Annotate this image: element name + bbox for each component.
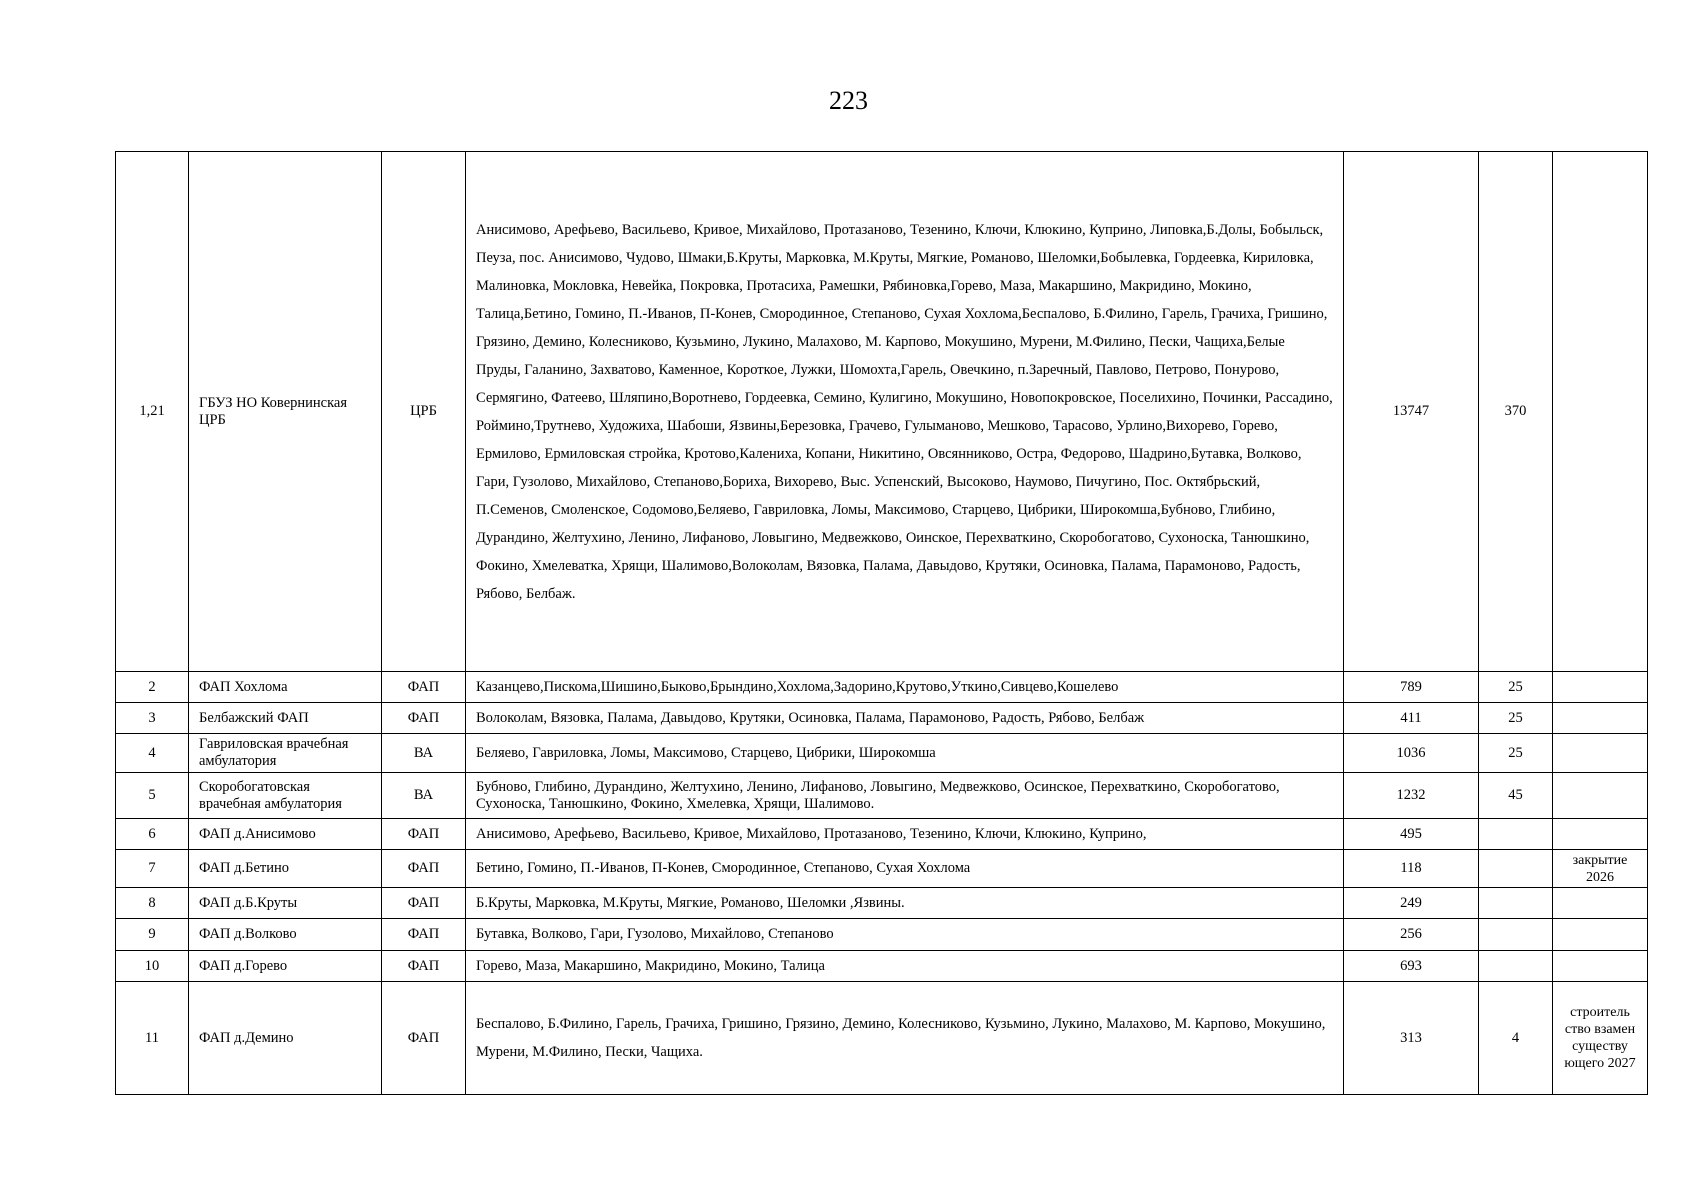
note: [1553, 672, 1648, 703]
staff-count: [1479, 888, 1553, 919]
facility-type: ФАП: [382, 850, 466, 888]
population: 313: [1344, 982, 1479, 1095]
table-row: [116, 773, 1648, 819]
row-number: 11: [116, 982, 189, 1095]
staff-count: [1479, 819, 1553, 850]
staff-count: [1479, 951, 1553, 982]
facility-type: ФАП: [382, 951, 466, 982]
table-row: [116, 850, 1648, 888]
served-villages: Волоколам, Вязовка, Палама, Давыдово, Крутяки, Осиновка, Палама, Парамоново, Радость, Рябово, Белбаж: [466, 703, 1344, 734]
row-number: 8: [116, 888, 189, 919]
row-number: 7: [116, 850, 189, 888]
population: 118: [1344, 850, 1479, 888]
served-villages: Анисимово, Арефьево, Васильево, Кривое, Михайлово, Протазаново, Тезенино, Ключи, Клюкино, Куприно,: [466, 819, 1344, 850]
facility-name: ФАП Хохлома: [189, 672, 382, 703]
served-villages: Беспалово, Б.Филино, Гарель, Грачиха, Гришино, Грязино, Демино, Колесниково, Кузьмино, Лукино, Малахово, М. Карпово, Мокушино, Мурени, М.Филино, Пески, Чащиха.: [466, 982, 1344, 1095]
facilities-table: [115, 151, 1648, 1095]
note: [1553, 734, 1648, 773]
staff-count: 25: [1479, 734, 1553, 773]
facility-type: ФАП: [382, 919, 466, 951]
served-villages: Беляево, Гавриловка, Ломы, Максимово, Старцево, Цибрики, Широкомша: [466, 734, 1344, 773]
row-number: 1,21: [116, 152, 189, 672]
facility-name: ФАП д.Бетино: [189, 850, 382, 888]
row-number: 10: [116, 951, 189, 982]
table-row: [116, 672, 1648, 703]
note: закрытие 2026: [1553, 850, 1648, 888]
facility-type: ВА: [382, 773, 466, 819]
table-row: [116, 819, 1648, 850]
row-number: 6: [116, 819, 189, 850]
served-villages: Бутавка, Волково, Гари, Гузолово, Михайлово, Степаново: [466, 919, 1344, 951]
table-row: [116, 888, 1648, 919]
served-villages: Бубново, Глибино, Дурандино, Желтухино, Ленино, Лифаново, Ловыгино, Медвежково, Осинское, Перехваткино, Скоробогатово, Сухоноска, Танюшкино, Фокино, Хмелевка, Хрящи, Шалимово.: [466, 773, 1344, 819]
note: [1553, 951, 1648, 982]
table-row: [116, 951, 1648, 982]
served-villages: Бетино, Гомино, П.-Иванов, П-Конев, Смородинное, Степаново, Сухая Хохлома: [466, 850, 1344, 888]
population: 13747: [1344, 152, 1479, 672]
facility-name: Белбажский ФАП: [189, 703, 382, 734]
note: [1553, 152, 1648, 672]
table-row: [116, 703, 1648, 734]
population: 249: [1344, 888, 1479, 919]
facility-name: ФАП д.Б.Круты: [189, 888, 382, 919]
facility-name: ФАП д.Волково: [189, 919, 382, 951]
staff-count: [1479, 919, 1553, 951]
row-number: 2: [116, 672, 189, 703]
table-row: [116, 734, 1648, 773]
staff-count: 25: [1479, 672, 1553, 703]
served-villages: Казанцево,Пискома,Шишино,Быково,Брындино,Хохлома,Задорино,Крутово,Уткино,Сивцево,Кошелево: [466, 672, 1344, 703]
facility-name: ГБУЗ НО Ковернинская ЦРБ: [189, 152, 382, 672]
table-row: [116, 919, 1648, 951]
population: 495: [1344, 819, 1479, 850]
table-row: [116, 152, 1648, 672]
facility-type: ФАП: [382, 982, 466, 1095]
population: 1036: [1344, 734, 1479, 773]
facility-name: Скоробогатовская врачебная амбулатория: [189, 773, 382, 819]
facility-name: ФАП д.Демино: [189, 982, 382, 1095]
row-number: 3: [116, 703, 189, 734]
population: 693: [1344, 951, 1479, 982]
population: 411: [1344, 703, 1479, 734]
note: [1553, 919, 1648, 951]
facility-type: ВА: [382, 734, 466, 773]
note: [1553, 819, 1648, 850]
row-number: 4: [116, 734, 189, 773]
note: [1553, 703, 1648, 734]
table-row: [116, 982, 1648, 1095]
served-villages: Анисимово, Арефьево, Васильево, Кривое, Михайлово, Протазаново, Тезенино, Ключи, Клюкино, Куприно, Липовка,Б.Долы, Бобыльск, Пеуза, пос. Анисимово, Чудово, Шмаки,Б.Круты, Марковка, М.Круты, Мягкие, Романово, Шеломки,Бобылевка, Гордеевка, Кириловка, Малиновка, Мокловка, Невейка, Покровка, Протасиха, Рамешки, Рябиновка,Горево, Маза, Макаршино, Макридино, Мокино, Талица,Бетино, Гомино, П.-Иванов, П-Конев, Смородинное, Степаново, Сухая Хохлома,Беспалово, Б.Филино, Гарель, Грачиха, Гришино, Грязино, Демино, Колесниково, Кузьмино, Лукино, Малахово, М. Карпово, Мокушино, Мурени, М.Филино, Пески, Чащиха,Белые Пруды, Галанино, Захватово, Каменное, Короткое, Лужки, Шомохта,Гарель, Овечкино, п.Заречный, Павлово, Петрово, Понурово, Сермягино, Фатеево, Шляпино,Воротнево, Гордеевка, Семино, Кулигино, Мокушино, Новопокровское, Поселихино, Починки, Рассадино, Роймино,Трутнево, Художиха, Шабоши, Язвины,Березовка, Грачево, Гулыманово, Мешково, Тарасово, Урлино,Вихорево, Горево, Ермилово, Ермиловская стройка, Кротово,Калениха, Копани, Никитино, Овсянниково, Остра, Федорово, Шадрино,Бутавка, Волково, Гари, Гузолово, Михайлово, Степаново,Бориха, Вихорево, Выс. Успенский, Высоково, Наумово, Пичугино, Пос. Октябрьский, П.Семенов, Смоленское, Содомово,Беляево, Гавриловка, Ломы, Максимово, Старцево, Цибрики, Широкомша,Бубново, Глибино, Дурандино, Желтухино, Ленино, Лифаново, Ловыгино, Медвежково, Оинское, Перехваткино, Скоробогатово, Сухоноска, Танюшкино, Фокино, Хмелеватка, Хрящи, Шалимово,Волоколам, Вязовка, Палама, Давыдово, Крутяки, Осиновка, Палама, Парамоново, Радость, Рябово, Белбаж.: [466, 152, 1344, 672]
served-villages: Б.Круты, Марковка, М.Круты, Мягкие, Романово, Шеломки ,Язвины.: [466, 888, 1344, 919]
facility-type: ЦРБ: [382, 152, 466, 672]
facility-name: ФАП д.Анисимово: [189, 819, 382, 850]
population: 789: [1344, 672, 1479, 703]
facility-type: ФАП: [382, 703, 466, 734]
staff-count: 45: [1479, 773, 1553, 819]
note: [1553, 888, 1648, 919]
note: [1553, 773, 1648, 819]
note: строитель ство взамен существу ющего 2027: [1553, 982, 1648, 1095]
row-number: 5: [116, 773, 189, 819]
facility-type: ФАП: [382, 819, 466, 850]
staff-count: 370: [1479, 152, 1553, 672]
staff-count: 4: [1479, 982, 1553, 1095]
facility-type: ФАП: [382, 888, 466, 919]
staff-count: [1479, 850, 1553, 888]
row-number: 9: [116, 919, 189, 951]
facility-name: Гавриловская врачебная амбулатория: [189, 734, 382, 773]
staff-count: 25: [1479, 703, 1553, 734]
population: 256: [1344, 919, 1479, 951]
served-villages: Горево, Маза, Макаршино, Макридино, Мокино, Талица: [466, 951, 1344, 982]
page-number: 223: [829, 86, 868, 115]
facility-type: ФАП: [382, 672, 466, 703]
facility-name: ФАП д.Горево: [189, 951, 382, 982]
population: 1232: [1344, 773, 1479, 819]
